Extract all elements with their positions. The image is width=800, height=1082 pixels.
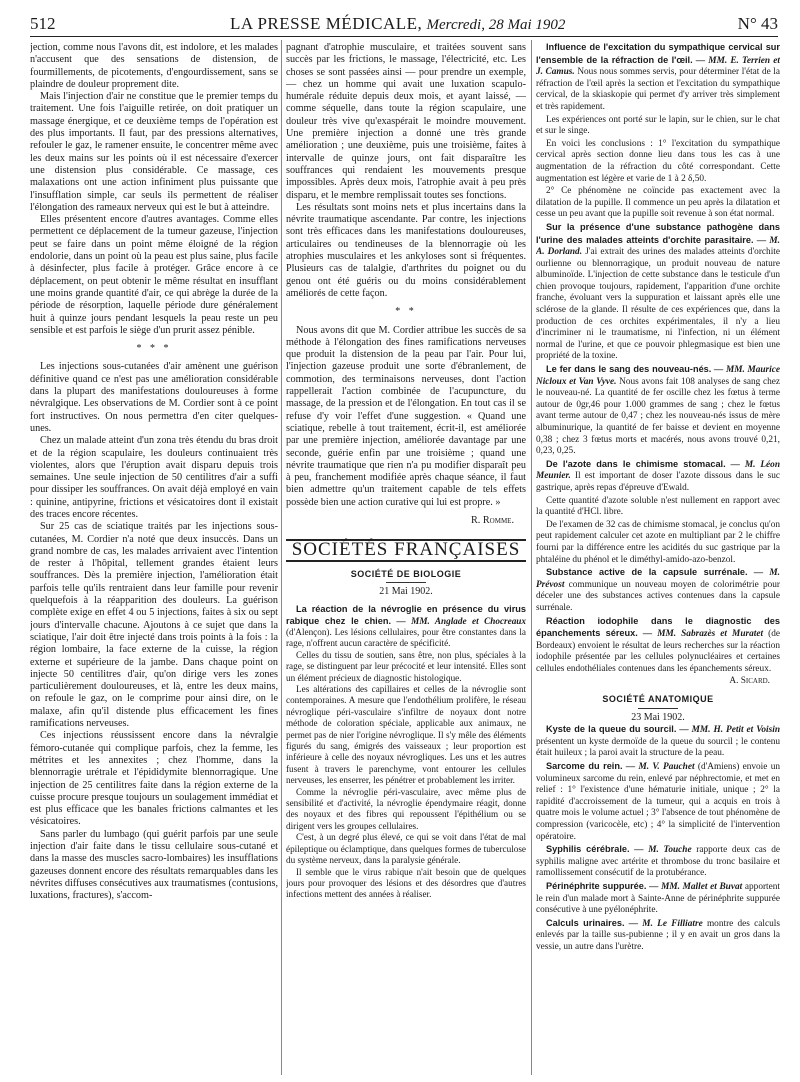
article-authors: — M. Léon Meunier. (536, 459, 780, 482)
article-lead (536, 881, 780, 917)
article-title: Influence de l'excitation du sympathique cervical sur l'ensemble de la réfraction de l'œil. (536, 42, 780, 65)
paragraph: Les expériences ont porté sur le lapin, sur le chien, sur le chat et sur le singe. (536, 114, 780, 137)
article-title: Calculs urinaires. (546, 917, 625, 928)
article-lead (286, 604, 526, 650)
page-header (30, 12, 778, 37)
article-lead (536, 222, 780, 363)
article-authors: — MM. E. Terrien et J. Camus. (536, 55, 780, 78)
article-authors: — M. Prévost (536, 568, 780, 590)
author-signature (286, 515, 514, 527)
article-title: De l'azote dans le chimisme stomacal. (546, 458, 726, 469)
article-title: Le fer dans le sang des nouveau-nés. (546, 364, 712, 375)
article-lead (536, 567, 780, 614)
paragraph: Les altérations des capillaires et celles de la névroglie sont contemporaines. A mesure que l'endothélium prolifère, le réseau névroglique péri-vasculaire s'infiltre de noyaux dont notre méthode de coloration spéciale, applicable aux animaux, ne permet pas de nier l'origine névroglique. Il s'y mêle des éléments figurés du sang, émigrés des vaisseaux ; leur proportion est inférieure à celle des noyaux névrogliques. Les uns et les autres fusent à travers le parenchyme, vont entourer les cellules nerveuses, les enserrer, les pénétrer et probablement les irriter. (286, 684, 526, 786)
article-authors: — MM. H. Petit et Voisin (679, 725, 780, 736)
article-block (286, 604, 526, 901)
article-title: Périnéphrite suppurée. (546, 880, 647, 891)
article-lead (536, 761, 780, 843)
paragraph: jection, comme nous l'avons dit, est indolore, et les malades n'accusent que des sensations de distension, de fourmillements, de picotements, d'engourdissement, sans se plaindre de douleur proprement dite. (30, 42, 278, 90)
article-lead (536, 616, 780, 676)
society-date: 23 Mai 1902. (631, 711, 685, 723)
article-authors: — MM. Sabrazès et Muratet (642, 629, 764, 640)
paragraph: pagnant d'atrophie musculaire, et traitées souvent sans succès par les frictions, le massage, l'électricité, etc. Les choses se sont passées ainsi — pour prendre un exemple, — chez un homme qui avait une luxation scapulo-humérale réduite depuis deux mois, et ayant laissé, — comme séquelle, dans toute la région scapulaire, une douleur très vive qu'exaspérait le moindre mouvement. Une première injection a donné une très grande amélioration ; une deuxième, puis une troisième, faites à intervalle de quinze jours, ont fait disparaître les souffrances qui rendaient les mouvements presque impossibles. Après deux mois, l'atrophie avait à peu près disparu, et le membre remplissait toutes ses fonctions. (286, 42, 526, 201)
society-heading: SOCIÉTÉ DE BIOLOGIE (350, 568, 462, 579)
column-rule (281, 40, 282, 1075)
society-heading: SOCIÉTÉ ANATOMIQUE (602, 694, 714, 705)
article-text: Nous avons fait 108 analyses de sang chez le nouveau-né. La quantité de fer oscille chez les fœtus à terme autour de 0gr,46 pour 1.000 grammes de sang ; chez le fœtus avant terme autour de 0,47 ; chez les nouveau-nés issus de mère albuminurique, la quantité de fer baisse et devient en moyenne 0,38 ; chez 3 fœtus morts et macérés, nous avons trouvé 0,21, 0,23, 0,25. (536, 376, 780, 457)
column-3 (536, 42, 780, 1077)
signature-text: A. Sicard. (729, 676, 770, 687)
article-text: présentent un kyste dermoïde de la queue du sourcil ; le contenu était huileux ; la paroi avait la structure de la peau. (536, 736, 780, 759)
journal-title (230, 14, 565, 34)
paragraph: En voici les conclusions : 1° l'excitation du sympathique cervical après section donne lieu dans tous les cas à une augmentation de la réfraction du côté correspondant. Cette augmentation est légère et varie de 1 à 2 δ,50. (536, 138, 780, 184)
article-text: apportent le rein d'un malade mort à Sainte-Anne de périnéphrite suppurée consécutive à une pyélonéphrite. (536, 881, 780, 916)
issue-number: N° 43 (737, 14, 778, 33)
article-text: Nous nous sommes servis, pour déterminer l'état de la réfraction de l'œil après la section et l'excitation du sympathique cervical, de la skiaskopie qui permet d'y arriver très simplement et très rapidement. (536, 67, 780, 112)
paragraph: Celles du tissu de soutien, sans être, non plus, spéciales à la rage, se distinguent par leur précocité et leur intensité. Elles sont un élément précieux de diagnostic histologique. (286, 649, 526, 683)
paragraph: Elles présentent encore d'autres avantages. Comme elles permettent ce déplacement de la tumeur gazeuse, l'injection peut se faire dans un point même éloigné de la région endolorie, dans un point où la peau est plus saine, plus facile à désinfecter, plus facile à protéger. Grâce encore à ce déplacement, on peut obtenir le même résultat en insufflant une moins grande quantité d'air, ce qui abrège la durée de la période de résorption, laquelle période dure généralement huit à quinze jours pendant lesquels la peau reste un peu sensible et est parfois le siège d'un prurit assez pénible. (30, 214, 278, 336)
column-2 (286, 42, 526, 1077)
section-stars: * * (395, 306, 417, 318)
divider (386, 582, 426, 583)
divider (638, 708, 678, 709)
paragraph: De l'examen de 32 cas de chimisme stomacal, je conclus qu'on peut rapidement calculer cet azote en multipliant par 2 le chiffre fourni par la différence entre les acidités du suc gastrique par la phtaléine du phénol et le diméthyl-amido-azo-benzol. (536, 519, 780, 565)
article-lead (536, 918, 780, 954)
article-title: Réaction iodophile dans le diagnostic des épanchements séreux. (536, 615, 780, 639)
section-stars: * * * (136, 343, 172, 355)
article-text: (d'Alençon). Les lésions cellulaires, pour être constantes dans la rage, n'offrent aucun caractère de spécificité. (286, 626, 526, 649)
column-rule (531, 40, 532, 1075)
signature-text: R. Romme. (470, 514, 514, 526)
article-lead (536, 459, 780, 495)
paragraph: C'est, à un degré plus élevé, ce qui se voit dans l'état de mal épileptique ou éclamptique, dans quelques formes de tuberculose du système nerveux, dans la paralysie générale. (286, 832, 526, 866)
article-authors: — MM. Anglade et Chocreaux (396, 615, 526, 626)
paragraph: Sans parler du lumbago (qui guérit parfois par une seule injection d'air faite dans le tissu cellulaire sous-cutané et dans la masse des muscles sacro-lombaires) les insufflations gazeuses donnent encore des résultats remarquables dans les névrites diffuses consécutives aux traumatismes (contusions, luxations, fractures), s'accom- (30, 828, 278, 902)
page-number: 512 (30, 14, 56, 33)
article-authors: — MM. Mallet et Buvat (649, 881, 743, 892)
column-1 (30, 42, 278, 1077)
article-title: Syphilis cérébrale. (546, 844, 630, 855)
paragraph: Cette quantité d'azote soluble n'est nullement en rapport avec la quantité d'HCl. libre. (536, 495, 780, 518)
journal-name: LA PRESSE MÉDICALE, (230, 14, 423, 33)
paragraph: Comme la névroglie péri-vasculaire, avec même plus de sensibilité et d'activité, la névroglie épendymaire réagit, donne des noyaux et des fibres qui repoussent l'épithélium ou se dirigent vers les groupes cellulaires. (286, 786, 526, 831)
article-title: Sarcome du rein. (546, 761, 623, 772)
article-text: rapporte deux cas de syphilis maligne avec artérite et thrombose du tronc basilaire et ramollissement consécutif de la protubérance. (536, 845, 780, 879)
article-lead (536, 724, 780, 760)
article-authors: — M. V. Pauchet (625, 762, 695, 773)
paragraph: 2° Ce phénomène ne coïncide pas exactement avec la dilatation de la pupille. Il commence un peu après la dilatation et cesse un peu avant que la pupille soit revenue à son état normal. (536, 186, 780, 220)
article-lead (536, 844, 780, 880)
issue-date: Mercredi, 28 Mai 1902 (426, 17, 566, 33)
article-text: (d'Amiens) envoie un volumineux sarcome du rein, enlevé par néphrectomie, et met en relief : 1° l'existence d'une hématurie initiale, unique ; 2° la rapidité d'accroissement de la tumeur, qui a acquis en trois à quatre mois le volume actuel ; 3° l'absence de tout phénomène de compression (varicocèle, etc) ; 4° la simplicité de l'intervention opératoire. (536, 762, 780, 842)
author-signature (536, 676, 770, 688)
article-text: montre des calculs enlevés par la taille sus-pubienne ; il y en avait un gros dans la vessie, un autre dans l'urètre. (536, 918, 780, 952)
article-title: Substance active de la capsule surrénale. (546, 567, 748, 578)
section-title: SOCIÉTÉS FRANÇAISES (286, 539, 526, 561)
paragraph: Chez un malade atteint d'un zona très étendu du bras droit et de la région scapulaire, les douleurs continuaient très violentes, alors que l'éruption avait disparu depuis trois semaines. Une seule injection de 50 centilitres d'air a suffi pour dissiper les souffrances. On avait déjà employé en vain : quinine, antipyrine, frictions et vésicatoires dont il existait des traces encore récentes. (30, 435, 278, 520)
article-authors: — MM. Maurice Nicloux et Van Vyve. (536, 365, 780, 387)
article-text: J'ai extrait des urines des malades atteints d'orchite ourlienne ou blennorragique, un produit nouveau de nature albuminoïde. L'injection de cette substance dans le testicule d'un chien provoque toujours, rapidement, l'apparition d'une orchite franche, évoluant vers la suppuration et laissant après elle une sclérose de la glande. Il résulte de ces expériences que, dans la production de ces orchites expérimentales, il n'y a lieu d'incriminer ni le traumatisme, ni l'infection, ni un élément normal de l'urine, et que ce pouvoir phlegmasique est bien une propriété de la toxine. (536, 247, 780, 362)
paragraph: Les résultats sont moins nets et plus incertains dans la névrite traumatique ascendante. Par contre, les injections sont très efficaces dans les manifestations douloureuses, articulaires ou tendineuses de la blennorragie où les atrophies musculaires et les ankyloses sont si fréquentes. Plusieurs cas de talalgie, d'arthrites du poignet ou du genou ont été guéris ou du moins considérablement améliorés de cette façon. (286, 201, 526, 299)
article-authors: — M. Touche (634, 845, 692, 856)
article-title: La réaction de la névroglie en présence du virus rabique chez le chien. (286, 604, 526, 626)
article-lead (536, 42, 780, 114)
article-text: (de Bordeaux) envoient le résultat de leurs recherches sur la réaction iodophile présentée par les cellules polynucléaires et certaines cellules endothéliales contenues dans les épanchements séreux. (536, 629, 780, 674)
paragraph: Mais l'injection d'air ne constitue que le premier temps du traitement. Une fois l'aiguille retirée, on doit pratiquer un massage énergique, et ce deuxième temps de l'opération est des plus importants. Il faut, par des pressions alternatives, refouler le gaz, le ramener ensuite, le concentrer même avec les deux mains sur les points où il est nécessaire d'exercer une distension plus considérable. Ce massage, ces malaxations ont une action infiniment plus puissante que l'insufflation simple, car seuls ils permettent de réaliser l'élongation des rameaux nerveux qui est le but à atteindre. (30, 91, 278, 213)
paragraph: Les injections sous-cutanées d'air amènent une guérison définitive quand ce n'est pas une amélioration considérable dans la plupart des manifestations douloureuses à forme névralgique. Les observations de M. Cordier sont à ce point fort instructives. On nous permettra d'en citer quelques-unes. (30, 361, 278, 434)
article-lead (536, 364, 780, 458)
paragraph: Nous avons dit que M. Cordier attribue les succès de sa méthode à l'élongation des fines ramifications nerveuses que produit la distension de la peau par l'air. Pour lui, l'injection gazeuse produit une sorte d'ébranlement, de commotion, des terminaisons nerveuses, dont l'action rappellerait l'action combinée de l'acupuncture, du massage, de la pression et de l'élongation. En tout cas il se refuse d'y voir l'effet d'une suggestion. « Quand une sciatique, rebelle à tout traitement, écrit-il, est améliorée par une première injection, améliorée davantage par une seconde, guérie enfin par une troisième ; quand une névrite traumatique que rien n'a pu modifier disparaît peu à peu, franchement modifiée après chaque séance, il faut bien admettre qu'un traitement capable de tels effets possède bien une action curative qui lui est propre. » (286, 324, 526, 508)
article-text: Il est important de doser l'azote dissous dans le suc gastrique, après repas d'épreuve d'Ewald. (536, 471, 780, 493)
paragraph: Ces injections réussissent encore dans la névralgie fémoro-cutanée qui complique parfois, chez la femme, les métrites et les annexites ; chez l'homme, dans la blennorragie urétrale et l'épididymite blennorragique. Une injection de 25 centilitres faite dans la région externe de la cuisse procure presque toujours un soulagement immédiat et est plus efficace que les banales frictions calmantes et les vésicatoires. (30, 730, 278, 828)
article-title: Kyste de la queue du sourcil. (546, 724, 677, 735)
article-authors: — M. A. Dorland. (536, 235, 780, 258)
paragraph: Il semble que le virus rabique n'ait besoin que de quelques jours pour provoquer des lésions et des désordres que d'autres infections mettent des années à réaliser. (286, 866, 526, 900)
paragraph: Sur 25 cas de sciatique traités par les injections sous-cutanées, M. Cordier n'a noté que deux insuccès. Dans un grand nombre de cas, les malades arrivaient avec l'intention de rester à l'hôpital, tellement grandes étaient leurs souffrances. Dès la première injection, l'amélioration était parfois telle qu'ils rentraient dans leur famille pour revenir quelquefois à la réapparition des douleurs. La guérison complète exige en effet 4 ou 5 injections, faites à six ou sept jours d'intervalle chacune. Ajoutons à ce sujet que dans la sciatique, l'air doit être injecté dans trois points à la fois : la région lombaire, la face externe de la cuisse, la région externe et supérieure de la jambe. Dans chaque point on injecte 50 centilitres d'air, qu'on dirige vers les zones particulièrement douloureuses, et là, entre les deux mains, on refoule le gaz, on le comprime pour ainsi dire, on le malaxe, afin qu'il distende plus efficacement les fines ramifications nerveuses. (30, 521, 278, 730)
society-date: 21 Mai 1902. (379, 585, 433, 597)
article-authors: — M. Le Filliatre (628, 918, 703, 929)
article-title: Sur la présence d'une substance pathogène dans l'urine des malades atteints d'orchite parasitaire. (536, 221, 780, 245)
article-text: communique un nouveau moyen de colorimétrie pour déceler une des substances actives contenues dans la capsule surrénale. (536, 579, 780, 613)
